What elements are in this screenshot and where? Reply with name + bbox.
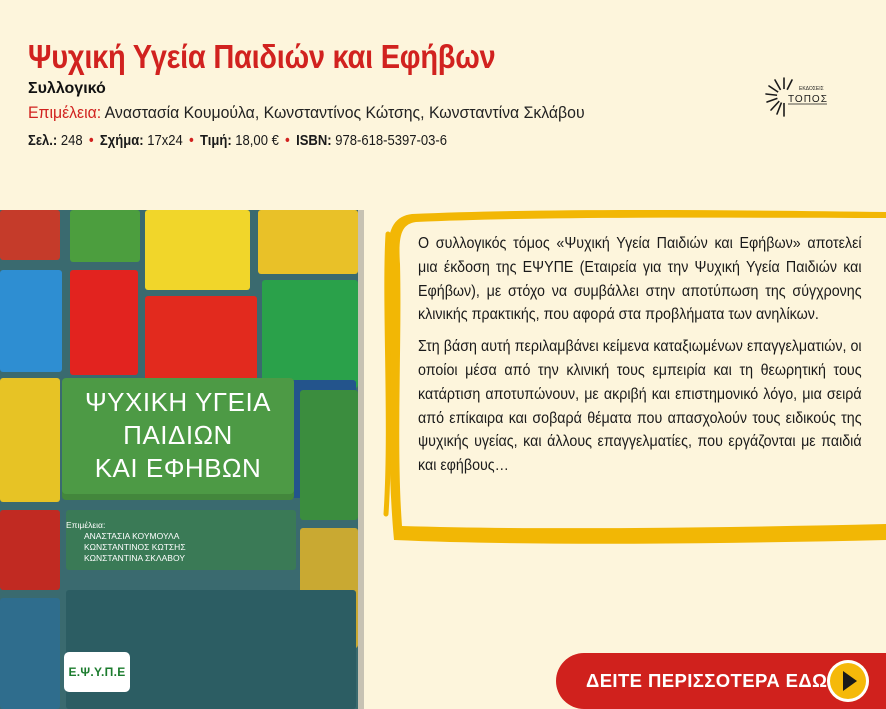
bullet-icon: • xyxy=(285,133,290,149)
cover-block xyxy=(0,270,62,372)
bullet-icon: • xyxy=(189,133,194,149)
book-description xyxy=(418,232,862,478)
play-icon[interactable] xyxy=(827,660,869,702)
cover-block xyxy=(0,210,60,260)
book-header xyxy=(28,38,768,149)
format-value: 17x24 xyxy=(147,133,183,149)
price-value: 18,00 € xyxy=(235,133,279,149)
book-title: Ψυχική Υγεία Παιδιών και Εφήβων xyxy=(28,38,496,75)
cover-editors xyxy=(66,520,186,564)
cover-block xyxy=(0,378,60,502)
editors-names: Αναστασία Κουμούλα, Κωνσταντίνος Κώτσης, Κωνσταντίνα Σκλάβου xyxy=(104,103,585,122)
cover-block xyxy=(0,510,60,590)
cover-block xyxy=(0,598,60,709)
cover-title xyxy=(62,386,294,485)
format-label: Σχήμα: xyxy=(99,133,144,149)
see-more-button[interactable] xyxy=(556,653,886,709)
description-paragraph: Ο συλλογικός τόμος «Ψυχική Υγεία Παιδιών και Εφήβων» αποτελεί μια έκδοση της ΕΨΥΠΕ (Εταιρεία για την Ψυχική Υγεία Παιδιών και Εφήβων), με στόχο να συμβάλλει στην αποτύπωση της σύγχρονης κλινικής πρακτικής, που αφορά στα προβλήματα των ανηλίκων. xyxy=(418,235,862,324)
book-editors xyxy=(28,103,716,123)
cover-editors-label: Επιμέλεια: xyxy=(66,520,106,530)
price-label: Τιμή: xyxy=(199,133,232,149)
cover-block xyxy=(70,210,140,262)
description-paragraph: Στη βάση αυτή περιλαμβάνει κείμενα καταξιωμένων επαγγελματιών, οι οποίοι μέσα από την κλινική τους εμπειρία και τη θεωρητική τους κατάρτιση αποτυπώνουν, με ακριβή και επιστημονικό λόγο, μια σειρά από επίκαιρα και σοβαρά θέματα που απασχολούν τους ειδικούς της ψυχικής υγείας, και άλλους επαγγελματίες, που εργάζονται με παιδιά και εφήβους… xyxy=(418,338,862,475)
book-meta xyxy=(28,133,694,149)
cover-editor: ΚΩΝΣΤΑΝΤΙΝΟΣ ΚΩΤΣΗΣ xyxy=(84,542,186,552)
bullet-icon: • xyxy=(89,133,94,149)
cover-block xyxy=(262,280,358,388)
pages-label: Σελ.: xyxy=(28,133,58,149)
cover-publisher-badge: Ε.Ψ.Υ.Π.Ε xyxy=(64,652,130,692)
see-more-label: ΔΕΙΤΕ ΠΕΡΙΣΣΟΤΕΡΑ ΕΔΩ xyxy=(586,670,828,691)
book-subtitle: Συλλογικό xyxy=(28,80,106,97)
cover-editor: ΚΩΝΣΤΑΝΤΙΝΑ ΣΚΛΑΒΟΥ xyxy=(84,553,185,563)
cover-block xyxy=(258,210,358,274)
cover-block xyxy=(70,270,138,375)
logo-small-text: ΕΚΔΟΣΕΙΣ xyxy=(799,86,824,92)
cover-editor: ΑΝΑΣΤΑΣΙΑ ΚΟΥΜΟΥΛΑ xyxy=(84,531,180,541)
editors-label: Επιμέλεια: xyxy=(28,103,102,122)
isbn-value: 978-618-5397-03-6 xyxy=(335,133,447,149)
isbn-label: ISBN: xyxy=(296,133,332,149)
publisher-logo xyxy=(764,74,828,118)
cover-title-line: ΚΑΙ ΕΦΗΒΩΝ xyxy=(94,453,262,483)
pages-value: 248 xyxy=(60,133,83,149)
cover-block xyxy=(145,296,257,382)
cover-block xyxy=(300,390,358,520)
cover-title-line: ΠΑΙΔΙΩΝ xyxy=(123,420,233,450)
cover-title-line: ΨΥΧΙΚΗ ΥΓΕΙΑ xyxy=(84,387,272,417)
logo-name-text: ΤΟΠΟΣ xyxy=(788,94,828,105)
cover-block xyxy=(145,210,250,290)
